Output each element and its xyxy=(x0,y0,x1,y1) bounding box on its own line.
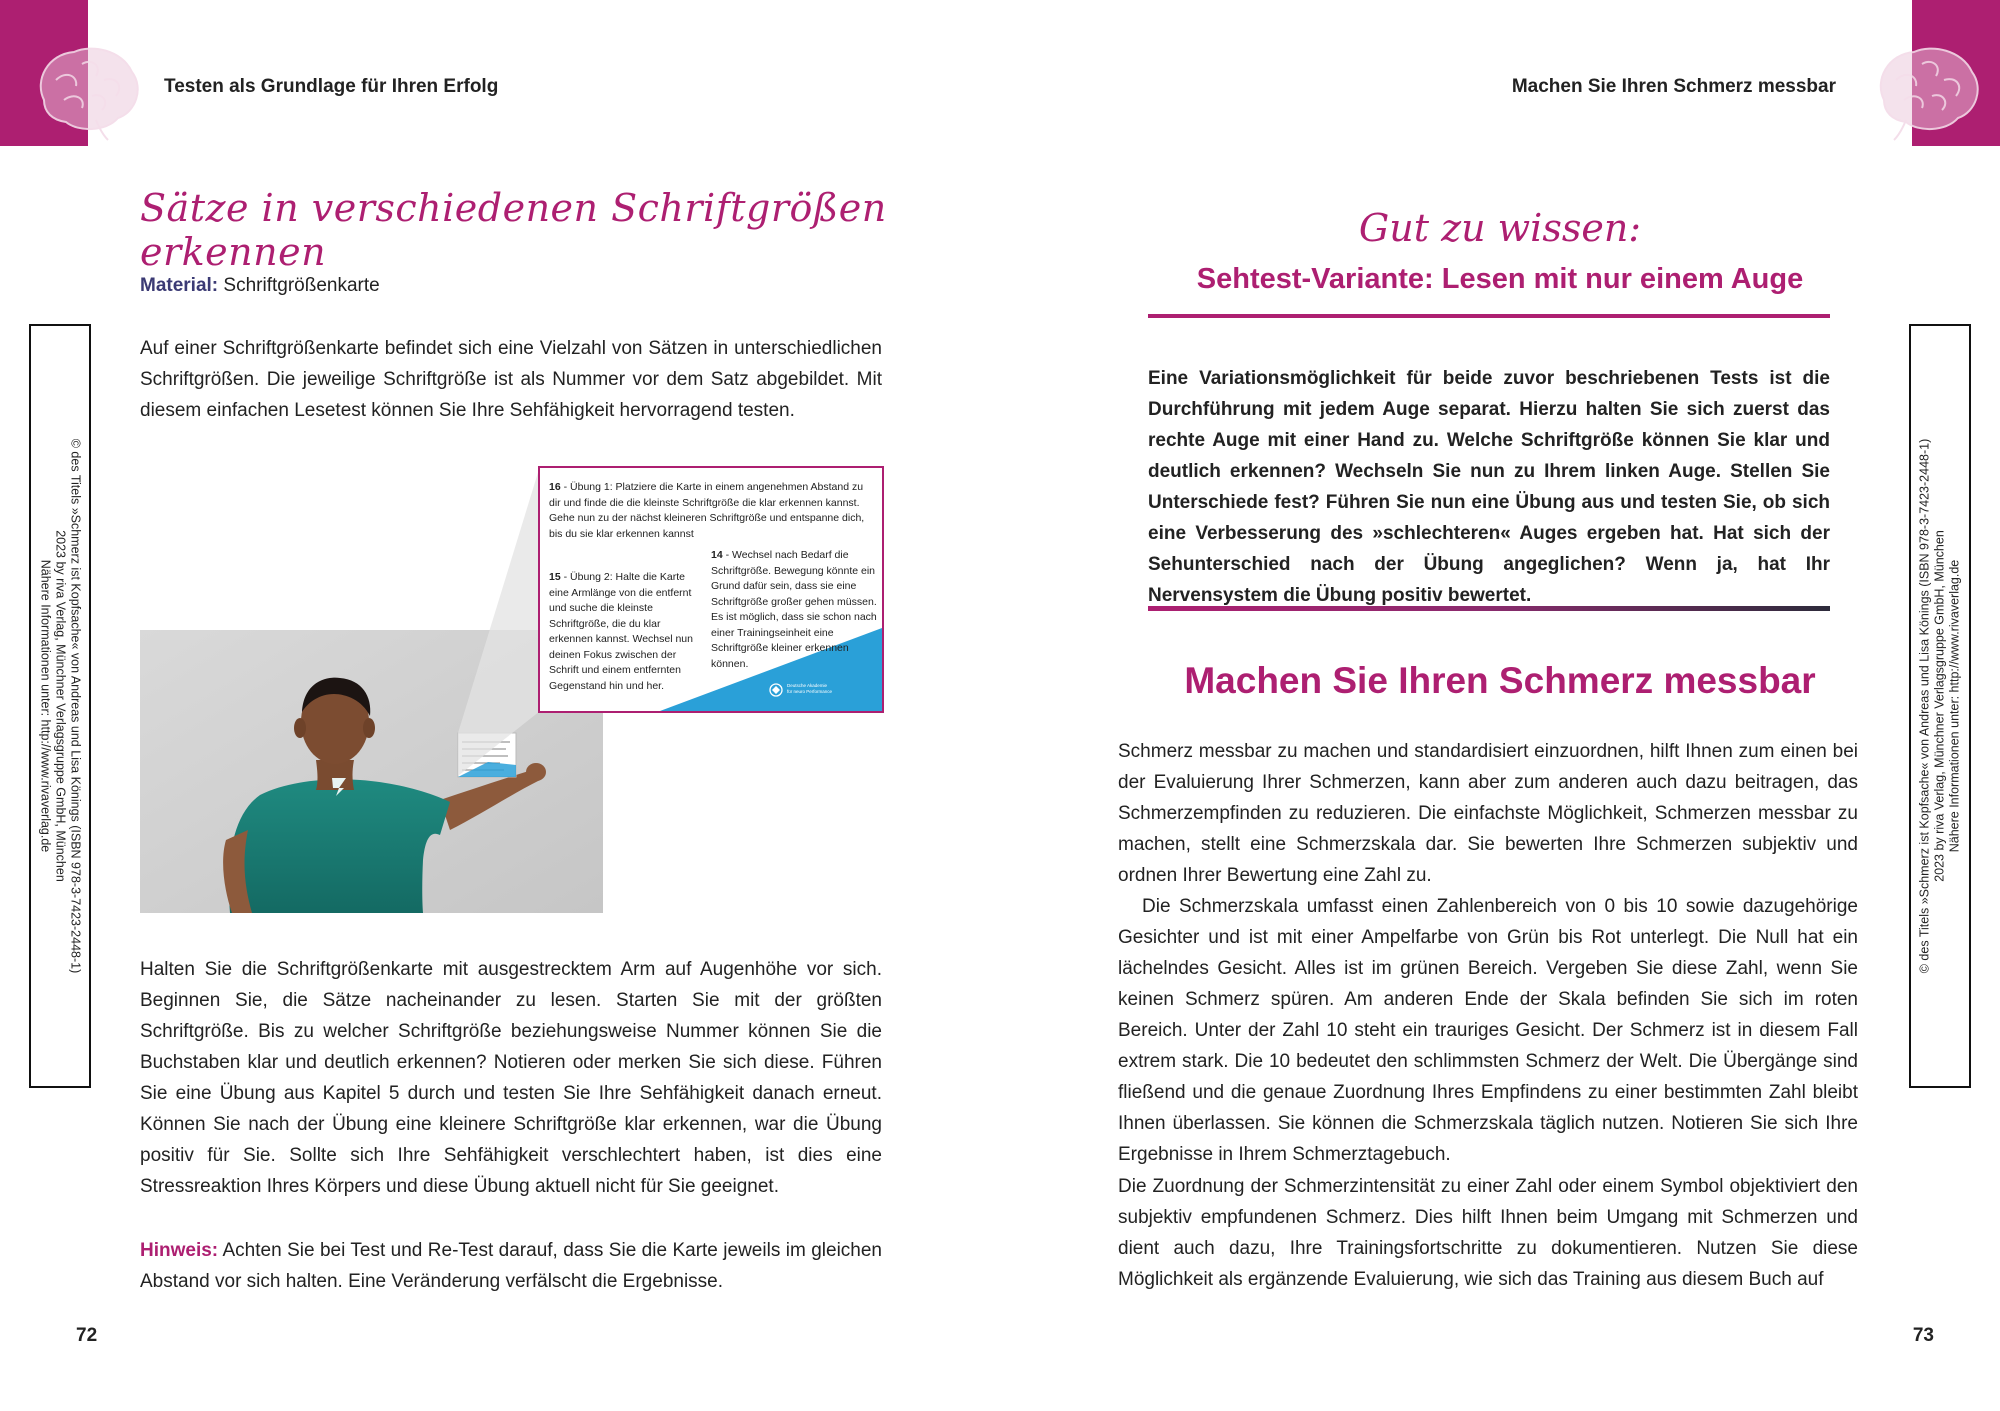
info-box-text: Eine Variationsmöglichkeit für beide zuvor beschriebenen Tests ist die Durchführung mit jedem Auge separat. Hierzu halten Sie sich zuerst das rechte Auge mit einer Hand zu. Welche Schriftgröße können Sie klar und deutlich erkennen? Wechseln Sie nun zu Ihrem linken Auge. Stellen Sie Unterschiede fest? Führen Sie nun eine Übung aus und testen Sie, ob sich eine Verbesserung des »schlechteren« Auges ergeben hat. Hat sich der Sehunterschied nach der Übung angeglichen? Wenn ja, hat Ihr Nervensystem die Übung positiv bewertet. xyxy=(1148,368,1830,606)
copyright-line: © des Titels »Schmerz ist Kopfsache« von Andreas und Lisa Könings (ISBN 978-3-7423-2448-1) xyxy=(1917,438,1932,974)
copyright-box xyxy=(29,324,91,1088)
body-paragraph: Auf einer Schriftgrößenkarte befindet sich eine Vielzahl von Sätzen in unterschiedlichen Schriftgrößen. Die jeweilige Schriftgröße ist als Nummer vor dem Satz abgebildet. Mit diesem einfachen Lesetest können Sie Ihre Sehfähigkeit hervorragend testen. xyxy=(140,338,882,421)
page-number: 73 xyxy=(1912,1325,1934,1346)
copyright-line: Nähere Informationen unter: http://www.rivaverlag.de xyxy=(38,559,53,853)
copyright-line: © des Titels »Schmerz ist Kopfsache« von Andreas und Lisa Könings (ISBN 978-3-7423-2448-1) xyxy=(68,438,83,974)
copyright-box xyxy=(1909,324,1971,1088)
material-line xyxy=(140,270,880,301)
brain-icon xyxy=(26,40,146,144)
hint-text: Achten Sie bei Test und Re-Test darauf, dass Sie die Karte jeweils im gleichen Abstand vor sich halten. Eine Veränderung verfälscht die Ergebnisse. xyxy=(140,1240,882,1292)
material-text: Schriftgrößenkarte xyxy=(223,275,380,296)
copyright-line: Nähere Informationen unter: http://www.rivaverlag.de xyxy=(1947,559,1962,853)
divider-top xyxy=(1148,314,1830,318)
copyright-text xyxy=(1918,336,1963,1076)
font-size-card xyxy=(538,466,884,713)
card-item-15: 15 - Übung 2: Halte die Karte eine Armlänge von die entfernt und suche die kleinste Schriftgröße, die du klar erkennen kannst. Wechsel nun deinen Fokus zwischen der Schrift und einem entfernten Gegenstand hin und her. xyxy=(549,571,693,692)
running-head: Machen Sie Ihren Schmerz messbar xyxy=(1511,76,1836,97)
section-title: Sätze in verschiedenen Schriftgrößen erkennen xyxy=(140,186,887,274)
copyright-line: 2023 by riva Verlag, Münchner Verlagsgruppe GmbH, München xyxy=(53,530,68,882)
info-box-subtitle: Sehtest-Variante: Lesen mit nur einem Auge xyxy=(1196,263,1804,295)
info-box-title: Gut zu wissen: xyxy=(1358,206,1642,250)
body-paragraph: Die Schmerzskala umfasst einen Zahlenbereich von 0 bis 10 sowie dazugehörige Gesichter und ist mit einer Ampelfarbe von Grün bis Rot unterlegt. Die Null hat ein lächelndes Gesicht. Alles ist im grünen Bereich. Vergeben Sie diese Zahl, wenn Sie keinen Schmerz spüren. Am anderen Ende der Skala befinden Sie sich im roten Bereich. Unter der Zahl 10 steht ein trauriges Gesicht. Der Schmerz ist in diesem Fall extrem stark. Die 10 bedeutet den schlimmsten Schmerz der Welt. Die Übergänge sind fließend und die genaue Zuordnung Ihres Empfindens zu einer bestimmten Zahl bleibt Ihnen überlassen. Sie können die Schmerzskala täglich nutzen. Notieren Sie sich Ihre Ergebnisse in Ihrem Schmerztagebuch. xyxy=(1118,896,1858,1165)
section-title: Machen Sie Ihren Schmerz messbar xyxy=(1184,660,1816,701)
body-paragraph: Schmerz messbar zu machen und standardisiert einzuordnen, hilft Ihnen zum einen bei der Evaluierung Ihrer Schmerzen, kann aber zum anderen auch dazu beitragen, das Schmerzempfinden zu reduzieren. Die einfachste Möglichkeit, Schmerzen messbar zu machen, stellt eine Schmerzskala dar. Sie bewerten Ihre Schmerzen subjektiv und ordnen Ihrer Bewertung eine Zahl zu. xyxy=(1118,741,1858,886)
brain-icon xyxy=(1866,40,1986,144)
material-label: Material: xyxy=(140,275,219,296)
body-paragraph: Die Zuordnung der Schmerzintensität zu einer Zahl oder einem Symbol objektiviert den subjektiv empfundenen Schmerz. Dies hilft Ihnen beim Umgang mit Schmerzen und dient auch dazu, Ihre Trainingsfortschritte zu dokumentieren. Nutzen Sie diese Möglichkeit als ergänzende Evaluierung, wie sich das Training aus diesem Buch auf xyxy=(1118,1176,1858,1290)
running-head: Testen als Grundlage für Ihren Erfolg xyxy=(164,76,499,97)
copyright-text xyxy=(38,336,83,1076)
page-number: 72 xyxy=(76,1325,98,1346)
hint-label: Hinweis: xyxy=(140,1240,219,1261)
divider-bottom xyxy=(1148,606,1830,611)
academy-logo-icon: Deutsche Akademie für neuro Performance xyxy=(768,683,864,697)
body-paragraph: Halten Sie die Schriftgrößenkarte mit ausgestrecktem Arm auf Augenhöhe vor sich. Beginnen Sie, die Sätze nacheinander zu lesen. Starten Sie mit der größten Schriftgröße. Bis zu welcher Schriftgröße beziehungsweise Nummer können Sie die Buchstaben klar und deutlich erkennen? Notieren oder merken Sie sich diese. Führen Sie eine Übung aus Kapitel 5 durch und testen Sie Ihre Sehfähigkeit danach erneut. Können Sie nach der Übung eine kleinere Schriftgröße klar erkennen, war die Übung positiv für Sie. Sollte sich Ihre Sehfähigkeit verschlechtert haben, ist dies eine Stressreaktion Ihres Körpers und diese Übung aktuell nicht für Sie geeignet. xyxy=(140,959,882,1197)
card-item-14: 14 - Wechsel nach Bedarf die Schriftgröße. Bewegung könnte ein Grund dafür sein, dass sie eine Schriftgröße großer gehen müssen. Es ist möglich, dass sie schon nach einer Trainingseinheit eine Schriftgröße kleiner erkennen können. xyxy=(711,549,877,670)
copyright-line: 2023 by riva Verlag, Münchner Verlagsgruppe GmbH, München xyxy=(1932,530,1947,882)
card-item-16: 16 - Übung 1: Platziere die Karte in einem angenehmen Abstand zu dir und finde die die kleinste Schriftgröße die klar erkennen kannst. Gehe nun zu der nächst kleineren Schriftgröße und entspanne dich, bis du sie klar erkennen kannst xyxy=(549,481,865,540)
hint-paragraph xyxy=(140,1235,882,1297)
right-page xyxy=(1000,0,2000,1411)
zoom-funnel xyxy=(440,466,540,816)
